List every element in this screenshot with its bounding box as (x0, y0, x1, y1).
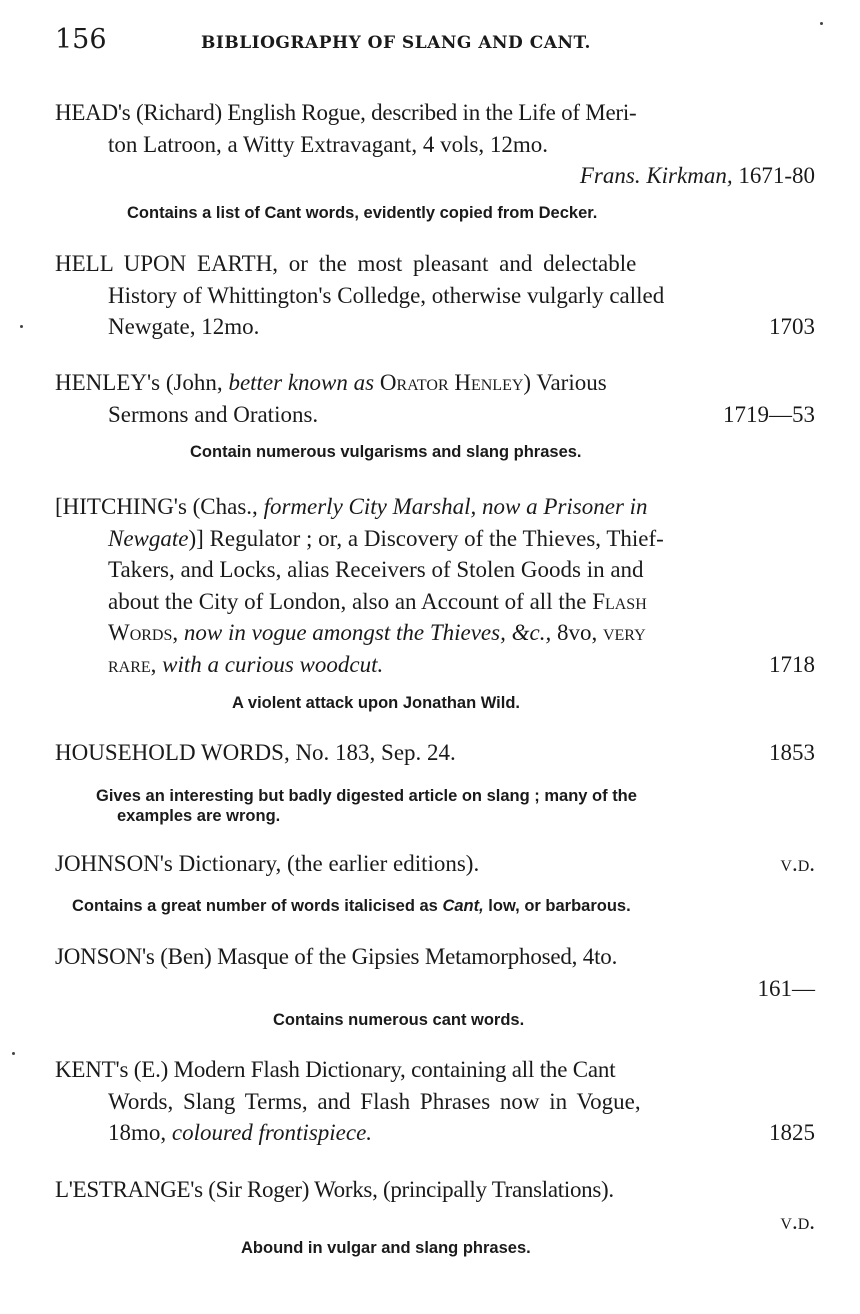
entry-note: Contains numerous cant words. (273, 1011, 525, 1029)
entry-note: Gives an interesting but badly digested article on slang ; many of the (96, 787, 637, 805)
entry-line: Takers, and Locks, alias Receivers of Stolen Goods in and (108, 557, 644, 582)
entry-line: Words, now in vogue amongst the Thieves, &c., 8vo, very (108, 620, 646, 645)
entry-date: v.d. (780, 851, 815, 876)
entry-line: HENLEY's (John, better known as Orator Henley) Various (55, 370, 607, 395)
entry-note: examples are wrong. (117, 807, 281, 825)
entry-henley (55, 367, 815, 430)
entry-date: 1825 (769, 1120, 815, 1145)
entry-hell-upon-earth (55, 248, 815, 343)
entry-line: L'ESTRANGE's (Sir Roger) Works, (principally Translations). (55, 1177, 614, 1202)
entry-line: Words, Slang Terms, and Flash Phrases now in Vogue, (108, 1088, 641, 1114)
entry-line: 18mo, coloured frontispiece. 1825 (55, 1117, 815, 1149)
page-number: 156 (55, 24, 107, 55)
entry-line: ton Latroon, a Witty Extravagant, 4 vols, 12mo. (108, 131, 549, 157)
entry-date: 161— (757, 975, 815, 1001)
entry-note: A violent attack upon Jonathan Wild. (232, 694, 521, 712)
entry-line: [HITCHING's (Chas., formerly City Marshal, now a Prisoner in (55, 494, 648, 519)
entry-line: Newgate)] Regulator ; or, a Discovery of the Thieves, Thief- (108, 525, 664, 551)
entry-hitching (55, 491, 815, 680)
entry-note: Contain numerous vulgarisms and slang phrases. (190, 443, 582, 461)
entry-imprint (55, 160, 815, 192)
publisher: Frans. Kirkman, (579, 163, 733, 188)
entry-head (55, 97, 815, 192)
entry-note: Contains a great number of words italicised as Cant, low, or barbarous. (72, 897, 631, 915)
entry-line: HOUSEHOLD WORDS, No. 183, Sep. 24. 1853 (55, 737, 815, 769)
entry-note: Abound in vulgar and slang phrases. (241, 1239, 531, 1257)
entry-household-words (55, 737, 815, 769)
entry-line: Sermons and Orations. 1719—53 (55, 399, 815, 431)
entry-date: v.d. (780, 1208, 815, 1234)
entry-date: 1719—53 (723, 401, 815, 427)
entry-line: JOHNSON's Dictionary, (the earlier editions). v.d. (55, 848, 815, 880)
entry-date: 1718 (769, 651, 815, 677)
entry-line: rare, with a curious woodcut. 1718 (55, 649, 815, 681)
entry-line: KENT's (E.) Modern Flash Dictionary, containing all the Cant (55, 1057, 616, 1082)
entry-jonson (55, 941, 815, 1004)
page-header (55, 24, 815, 64)
entry-line: JONSON's (Ben) Masque of the Gipsies Metamorphosed, 4to. (55, 944, 618, 969)
entry-lestrange (55, 1174, 815, 1237)
entry-date: 1853 (769, 740, 815, 765)
entry-line: HEAD's (Richard) English Rogue, described in the Life of Meri- (55, 100, 637, 125)
entry-kent (55, 1054, 815, 1149)
entry-johnson (55, 848, 815, 880)
entry-date: 1671-80 (738, 163, 815, 188)
print-speck (820, 22, 823, 25)
entry-line: about the City of London, also an Account of all the Flash (108, 588, 647, 614)
entry-line: HELL UPON EARTH, or the most pleasant and delectable (55, 251, 637, 276)
running-title: BIBLIOGRAPHY OF SLANG AND CANT. (201, 33, 591, 53)
print-speck (20, 325, 23, 328)
entry-note: Contains a list of Cant words, evidently copied from Decker. (127, 204, 598, 222)
entry-line: History of Whittington's Colledge, otherwise vulgarly called (108, 282, 665, 308)
entry-line: Newgate, 12mo. 1703 (55, 311, 815, 343)
print-speck (12, 1052, 15, 1055)
entry-date: 1703 (769, 314, 815, 339)
